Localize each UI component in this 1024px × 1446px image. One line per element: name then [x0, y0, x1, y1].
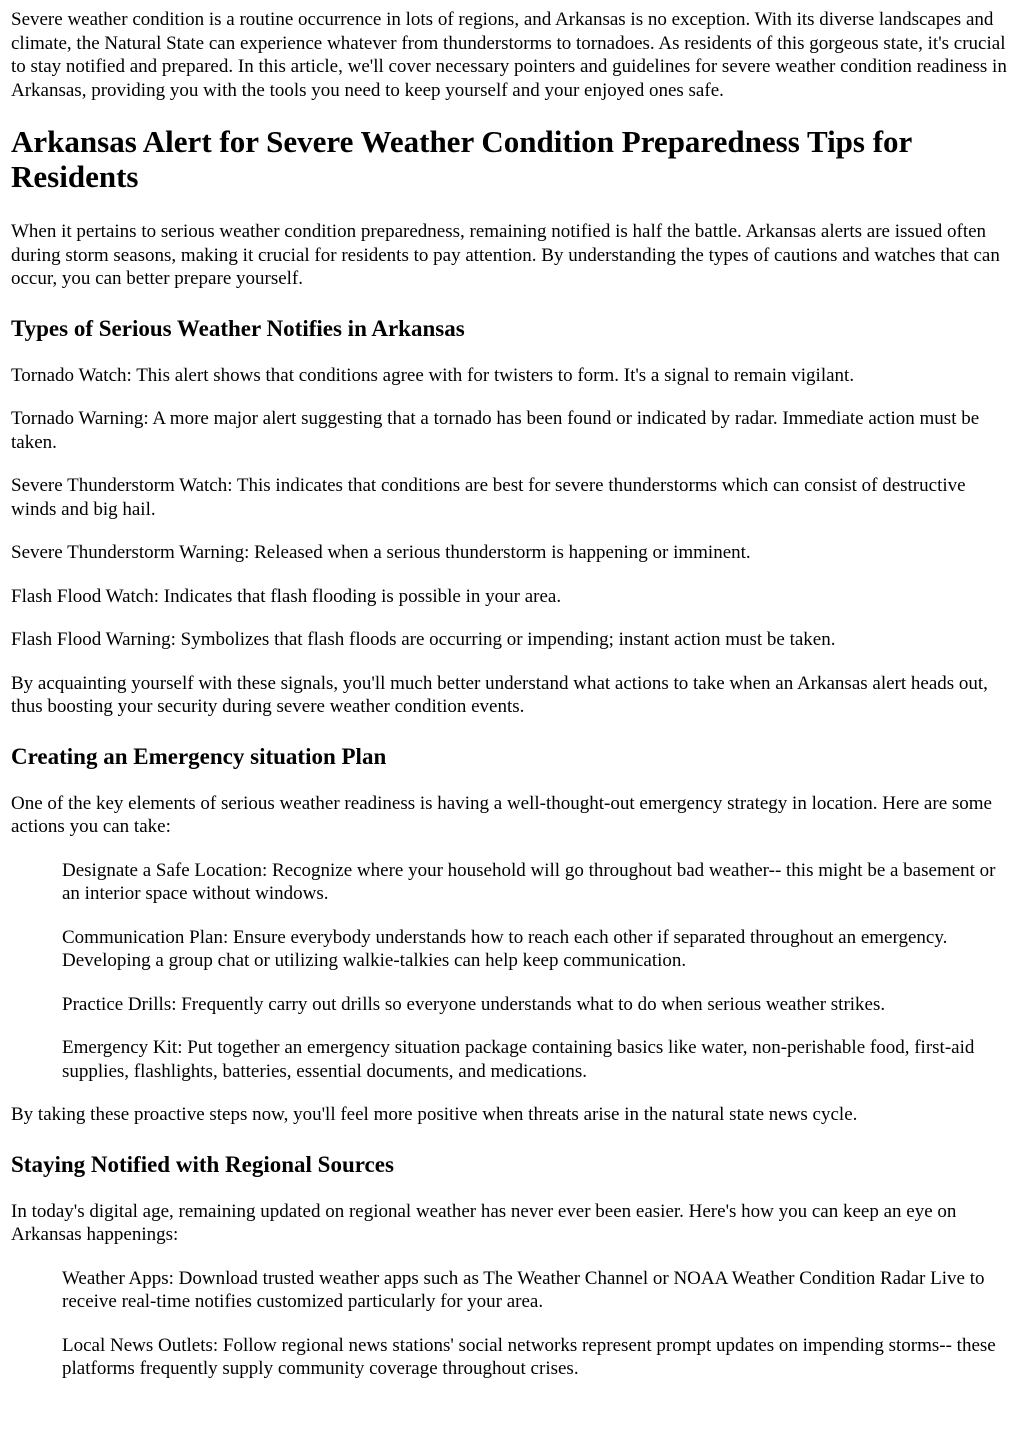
intro-paragraph: Severe weather condition is a routine occurrence in lots of regions, and Arkansas is no exception. With its diverse landscapes and climate, the Natural State can experience whatever from thunderstorms to tornadoes. As residents of this gorgeous state, it's crucial to stay notified and prepared. In this article, we'll cover necessary pointers and guidelines for severe weather condition readiness in Arkansas, providing you with the tools you need to keep yourself and your enjoyed ones safe. — [11, 9, 1007, 101]
alert-item-tornado-watch: Tornado Watch: This alert shows that conditions agree with for twisters to form. It's a signal to remain vigilant. — [11, 364, 855, 386]
source-item-weather-apps: Weather Apps: Download trusted weather apps such as The Weather Channel or NOAA Weather Condition Radar Live to receive real-time notifies customized particularly for your area. — [62, 1267, 985, 1312]
alert-item-thunderstorm-warning: Severe Thunderstorm Warning: Released when a serious thunderstorm is happening or imminent. — [11, 542, 751, 563]
title-paragraph: When it pertains to serious weather condition preparedness, remaining notified is half the battle. Arkansas alerts are issued often during storm seasons, making it crucial for residents to pay attention. By understanding the types of cautions and watches that can occur, you can better prepare yourself. — [11, 221, 1000, 289]
alert-item-flood-warning: Flash Flood Warning: Symbolizes that flash floods are occurring or impending; instant action must be taken. — [11, 629, 836, 650]
article — [11, 8, 1013, 1381]
alert-item-tornado-warning: Tornado Warning: A more major alert suggesting that a tornado has been found or indicated by radar. Immediate action must be taken. — [11, 408, 980, 453]
plan-item-safe-location: Designate a Safe Location: Recognize where your household will go throughout bad weather-- this might be a basement or an interior space without windows. — [62, 859, 996, 904]
plan-heading: Creating an Emergency situation Plan — [11, 743, 387, 769]
plan-intro-paragraph: One of the key elements of serious weather readiness is having a well-thought-out emergency strategy in location. Here are some actions you can take: — [11, 792, 992, 837]
plan-item-drills: Practice Drills: Frequently carry out drills so everyone understands what to do when serious weather strikes. — [62, 993, 886, 1015]
plan-item-emergency-kit: Emergency Kit: Put together an emergency situation package containing basics like water, non-perishable food, first-aid supplies, flashlights, batteries, essential documents, and medications. — [62, 1037, 975, 1082]
sources-heading: Staying Notified with Regional Sources — [11, 1151, 394, 1177]
source-item-local-news: Local News Outlets: Follow regional news stations' social networks represent prompt updates on impending storms-- these platforms frequently supply community coverage throughout crises. — [62, 1334, 996, 1379]
article-title: Arkansas Alert for Severe Weather Condition Preparedness Tips for Residents — [11, 124, 912, 194]
plan-item-communication: Communication Plan: Ensure everybody understands how to reach each other if separated throughout an emergency. Developing a group chat or utilizing walkie-talkies can help keep communication. — [62, 926, 948, 971]
alert-item-flood-watch: Flash Flood Watch: Indicates that flash flooding is possible in your area. — [11, 585, 562, 607]
plan-closing-paragraph: By taking these proactive steps now, you'll feel more positive when threats arise in the natural state news cycle. — [11, 1104, 858, 1125]
alerts-closing-paragraph: By acquainting yourself with these signals, you'll much better understand what actions to take when an Arkansas alert heads out, thus boosting your security during severe weather condition events. — [11, 672, 988, 717]
alert-item-thunderstorm-watch: Severe Thunderstorm Watch: This indicates that conditions are best for severe thunderstorms which can consist of destructive winds and big hail. — [11, 475, 966, 520]
alerts-heading: Types of Serious Weather Notifies in Arkansas — [11, 315, 465, 341]
sources-intro-paragraph: In today's digital age, remaining updated on regional weather has never ever been easier. Here's how you can keep an eye on Arkansas happenings: — [11, 1200, 957, 1245]
